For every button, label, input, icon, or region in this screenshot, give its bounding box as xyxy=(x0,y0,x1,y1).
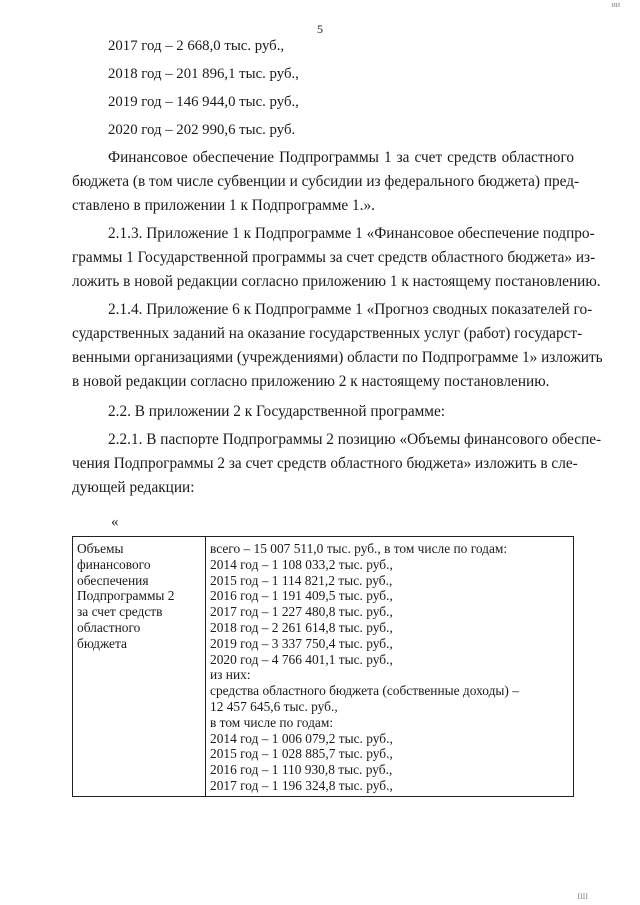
value-line: 2017 год – 1 227 480,8 тыс. руб., xyxy=(210,604,393,620)
value-line: 2016 год – 1 110 930,8 тыс. руб., xyxy=(210,762,393,778)
value-line: 2017 год – 1 196 324,8 тыс. руб., xyxy=(210,777,393,793)
value-line: средства областного бюджета (собственные доходы) – xyxy=(210,683,519,699)
funding-label-cell xyxy=(73,537,206,797)
funding-values-cell xyxy=(206,537,574,797)
paragraph-line: Финансовое обеспечение Подпрограммы 1 за счет средств областного xyxy=(108,149,574,166)
year-line: 2020 год – 202 990,6 тыс. руб. xyxy=(108,122,296,138)
paragraph-line: ложить в новой редакции согласно приложению 1 к настоящему постановлению. xyxy=(72,273,601,290)
paragraph-line: чения Подпрограммы 2 за счет средств областного бюджета» изложить в сле- xyxy=(72,455,578,472)
label-line: областного xyxy=(77,619,141,635)
value-line: 2020 год – 4 766 401,1 тыс. руб., xyxy=(210,651,393,667)
year-line: 2019 год – 146 944,0 тыс. руб., xyxy=(108,94,299,110)
label-line: Подпрограммы 2 xyxy=(77,588,175,604)
opening-quote: « xyxy=(111,514,119,530)
funding-table xyxy=(72,536,574,797)
paragraph-line: 2.1.3. Приложение 1 к Подпрограмме 1 «Финансовое обеспечение подпро- xyxy=(108,225,595,242)
table-row xyxy=(73,537,574,797)
value-line: всего – 15 007 511,0 тыс. руб., в том числе по годам: xyxy=(210,541,508,556)
label-line: бюджета xyxy=(77,635,127,651)
page-number: 5 xyxy=(317,22,323,36)
value-line: 2019 год – 3 337 750,4 тыс. руб., xyxy=(210,635,393,651)
paragraph-line: граммы 1 Государственной программы за счет средств областного бюджета» из- xyxy=(72,249,596,266)
label-line: Объемы xyxy=(77,541,124,556)
paragraph-line: венными организациями (учреждениями) области по Подпрограмме 1» изложить xyxy=(72,349,603,366)
value-line: 2014 год – 1 006 079,2 тыс. руб., xyxy=(210,730,393,746)
paragraph-line: ставлено в приложении 1 к Подпрограмме 1.». xyxy=(72,197,375,214)
label-line: финансового xyxy=(77,556,151,572)
paragraph-line: 2.1.4. Приложение 6 к Подпрограмме 1 «Прогноз сводных показателей го- xyxy=(108,301,593,318)
paragraph-line: сударственных заданий на оказание государственных услуг (работ) государст- xyxy=(72,325,583,342)
value-line: 2015 год – 1 028 885,7 тыс. руб., xyxy=(210,746,393,762)
year-line: 2018 год – 201 896,1 тыс. руб., xyxy=(108,66,299,82)
year-line: 2017 год – 2 668,0 тыс. руб., xyxy=(108,38,285,54)
value-line: в том числе по годам: xyxy=(210,714,334,730)
paragraph-line: бюджета (в том числе субвенции и субсидии из федерального бюджета) пред- xyxy=(72,173,580,190)
value-line: из них: xyxy=(210,667,251,683)
scan-corner-mark: ии xyxy=(611,0,620,9)
value-line: 2018 год – 2 261 614,8 тыс. руб., xyxy=(210,619,393,635)
value-line: 2016 год – 1 191 409,5 тыс. руб., xyxy=(210,588,393,604)
scan-bottom-mark: ІІІІ xyxy=(577,892,588,901)
value-line: 2014 год – 1 108 033,2 тыс. руб., xyxy=(210,556,393,572)
label-line: обеспечения xyxy=(77,572,149,588)
value-line: 12 457 645,6 тыс. руб., xyxy=(210,698,338,714)
label-line: за счет средств xyxy=(77,604,163,620)
value-line: 2015 год – 1 114 821,2 тыс. руб., xyxy=(210,572,393,588)
paragraph-line: 2.2.1. В паспорте Подпрограммы 2 позицию «Объемы финансового обеспе- xyxy=(108,431,602,448)
paragraph-line: в новой редакции согласно приложению 2 к настоящему постановлению. xyxy=(72,373,550,390)
paragraph-line: 2.2. В приложении 2 к Государственной программе: xyxy=(108,403,446,420)
paragraph-line: дующей редакции: xyxy=(72,479,195,496)
